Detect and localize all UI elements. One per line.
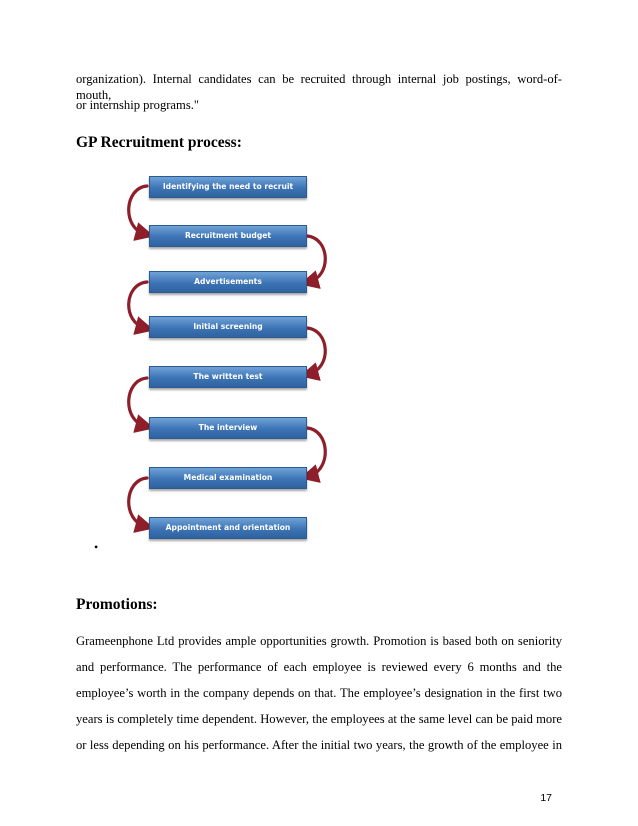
bullet-point: • (94, 540, 99, 554)
promotions-line: and performance. The performance of each employee is reviewed every 6 months and the (76, 660, 562, 674)
curved-arrow-left (129, 378, 147, 426)
flow-step-advertisements: Advertisements (149, 271, 307, 293)
flow-step-initial-screening: Initial screening (149, 316, 307, 338)
curved-arrow-left (129, 282, 147, 328)
curved-arrow-right (307, 428, 325, 476)
curved-arrow-left (129, 478, 147, 526)
intro-line-2: or internship programs." (76, 98, 200, 112)
curved-arrow-right (307, 328, 325, 374)
flow-step-appointment-orientation: Appointment and orientation (149, 517, 307, 539)
flow-step-written-test: The written test (149, 366, 307, 388)
recruitment-heading: GP Recruitment process: (76, 134, 242, 151)
promotions-line: employee’s worth in the company depends on that. The employee’s designation in the first two (76, 686, 562, 700)
intro-line-1: organization). Internal candidates can be recruited through internal job postings, word-of-mouth, (76, 72, 562, 102)
promotions-line: or less depending on his performance. After the initial two years, the growth of the employee in (76, 738, 562, 752)
promotions-heading: Promotions: (76, 596, 158, 613)
flow-step-interview: The interview (149, 417, 307, 439)
curved-arrow-right (307, 236, 325, 282)
curved-arrow-left (129, 186, 147, 234)
promotions-line: Grameenphone Ltd provides ample opportunities growth. Promotion is based both on seniority (76, 634, 562, 648)
flow-step-medical-examination: Medical examination (149, 467, 307, 489)
flow-step-recruitment-budget: Recruitment budget (149, 225, 307, 247)
flow-step-identify-need: Identifying the need to recruit (149, 176, 307, 198)
promotions-line: years is completely time dependent. However, the employees at the same level can be paid more (76, 712, 562, 726)
recruitment-flowchart (116, 170, 332, 550)
page-number: 17 (540, 792, 552, 804)
